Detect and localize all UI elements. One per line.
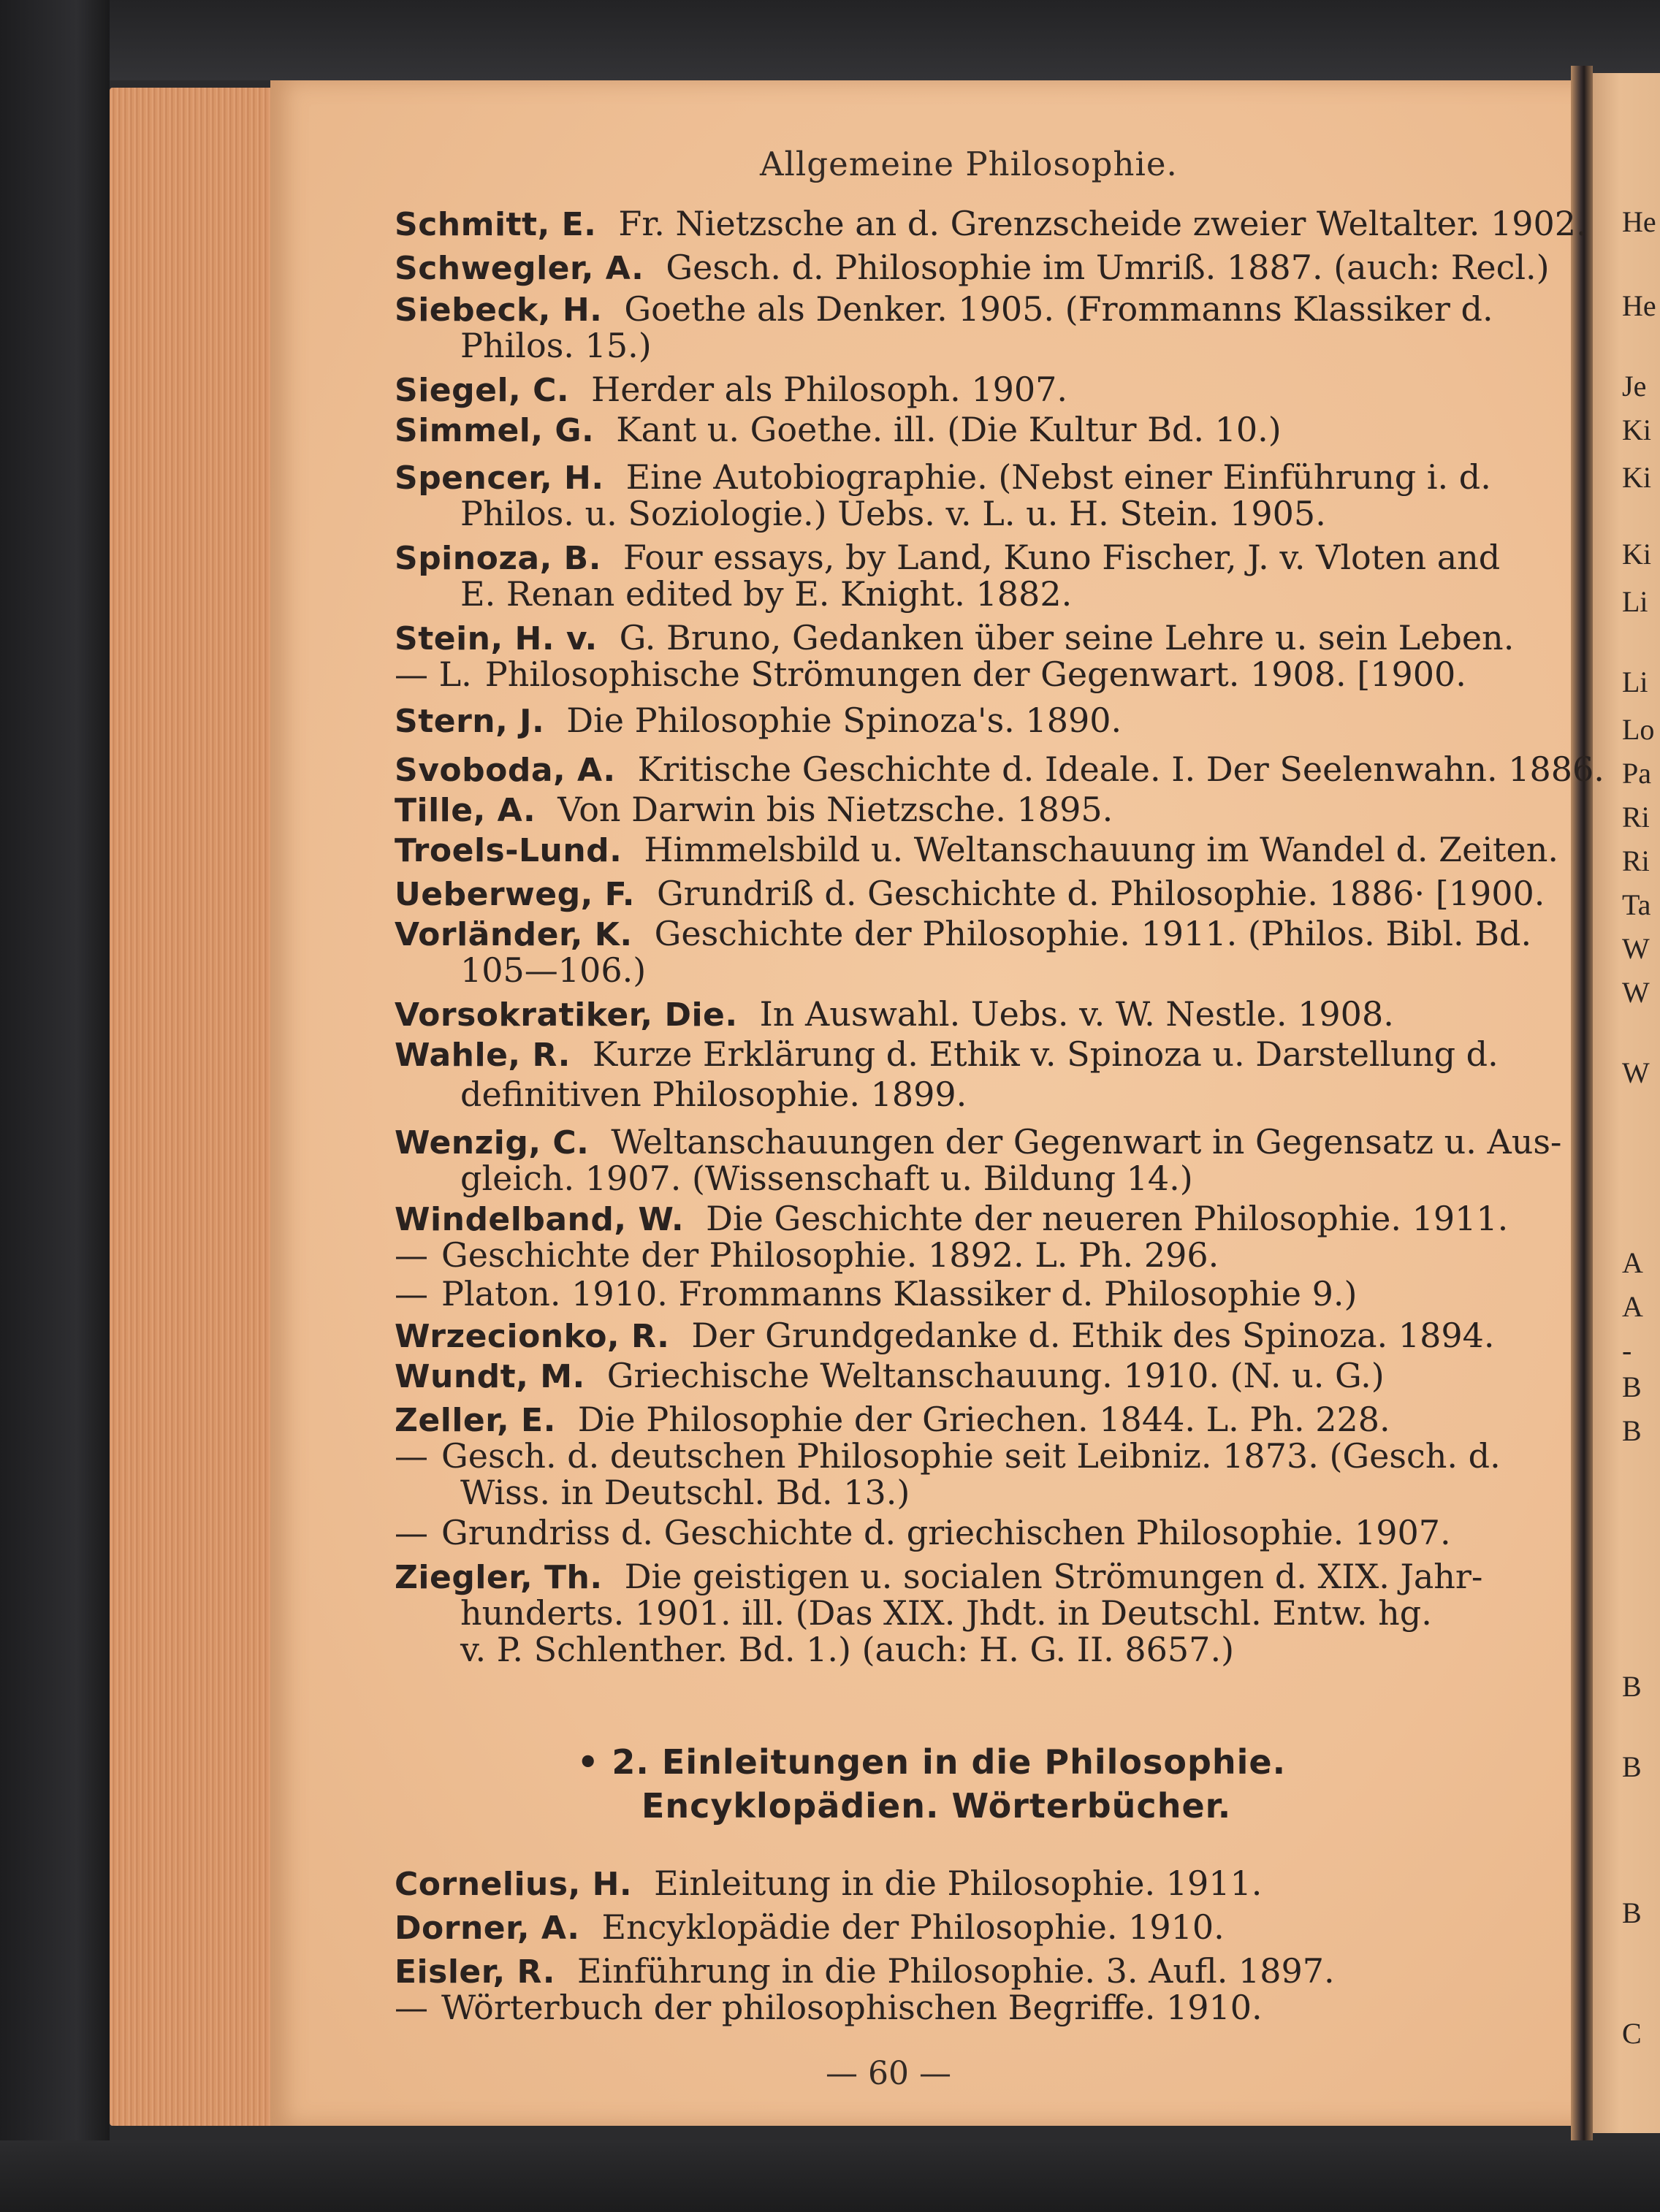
facing-page-edge	[1593, 73, 1660, 2133]
entry-author: Dorner, A.	[395, 1910, 580, 1947]
entry-continuation: Philos. u. Soziologie.) Uebs. v. L. u. H. Stein. 1905.	[460, 494, 1326, 533]
book-cover-bottom	[0, 2140, 1660, 2212]
bibliography-entry	[460, 1630, 1235, 1669]
bibliography-entry	[395, 1951, 1335, 1991]
facing-page-text-fragment: B	[1622, 1670, 1642, 1703]
entry-title: Die geistigen u. socialen Strömungen d. XIX. Jahr-	[624, 1557, 1483, 1596]
entry-author: Simmel, G.	[395, 412, 595, 449]
bibliography-entry	[395, 289, 1493, 329]
entry-title: Der Grundgedanke d. Ethik des Spinoza. 1894.	[691, 1316, 1495, 1355]
entry-continuation: hunderts. 1901. ill. (Das XIX. Jhdt. in Deutschl. Entw. hg.	[460, 1593, 1432, 1633]
bibliography-entry	[460, 1473, 910, 1512]
entry-ditto-dash: —	[395, 1988, 428, 2027]
entry-author: Vorländer, K.	[395, 916, 633, 953]
bibliography-entry	[395, 994, 1394, 1034]
entry-title: Grundriß d. Geschichte d. Philosophie. 1886· [1900.	[656, 874, 1545, 913]
entry-title: Kant u. Goethe. ill. (Die Kultur Bd. 10.)	[616, 410, 1282, 449]
bibliography-entry	[395, 1436, 1501, 1476]
entry-continuation: gleich. 1907. (Wissenschaft u. Bildung 14.)	[460, 1159, 1193, 1198]
entry-author: Windelband, W.	[395, 1201, 685, 1238]
entry-author: Wahle, R.	[395, 1037, 571, 1074]
facing-page-text-fragment: Li	[1622, 585, 1648, 618]
bibliography-entry	[395, 830, 1559, 869]
entry-ditto-dash: —	[395, 1436, 428, 1476]
bibliography-entry	[395, 1400, 1390, 1439]
entry-title: Grundriss d. Geschichte d. griechischen Philosophie. 1907.	[441, 1513, 1451, 1552]
entry-author: Schwegler, A.	[395, 250, 644, 287]
entry-author: Tille, A.	[395, 792, 536, 829]
entry-title: Kritische Geschichte d. Ideale. I. Der Seelenwahn. 1886.	[637, 750, 1604, 789]
facing-page-text-fragment: W	[1622, 1056, 1650, 1089]
entry-author: Spinoza, B.	[395, 540, 601, 577]
entry-title: G. Bruno, Gedanken über seine Lehre u. sein Leben.	[619, 618, 1515, 657]
facing-page-text-fragment: Je	[1622, 370, 1647, 403]
facing-page-text-fragment: He	[1622, 205, 1656, 238]
bibliography-entry	[395, 457, 1491, 497]
entry-continuation: 105—106.)	[460, 950, 647, 990]
bibliography-entry	[460, 494, 1326, 533]
entry-author: Wenzig, C.	[395, 1124, 590, 1162]
bibliography-entry	[395, 790, 1113, 829]
entry-title: Kurze Erklärung d. Ethik v. Spinoza u. Darstellung d.	[592, 1034, 1499, 1074]
entry-title: Platon. 1910. Frommanns Klassiker d. Philosophie 9.)	[441, 1274, 1358, 1313]
bibliography-entry	[460, 1075, 967, 1114]
entry-title: Goethe als Denker. 1905. (Frommanns Klassiker d.	[624, 289, 1493, 329]
entry-continuation: v. P. Schlenther. Bd. 1.) (auch: H. G. II. 8657.)	[460, 1630, 1235, 1669]
entry-title: Die Philosophie der Griechen. 1844. L. Ph. 228.	[577, 1400, 1390, 1439]
entry-author: Stein, H. v.	[395, 620, 598, 657]
facing-page-text-fragment: Ta	[1622, 888, 1651, 921]
bibliography-entry	[395, 914, 1532, 953]
entry-author: Spencer, H.	[395, 459, 604, 497]
facing-page-text-fragment: Pa	[1622, 757, 1651, 790]
page-edges	[110, 88, 270, 2126]
bibliography-entry	[395, 410, 1282, 449]
facing-page-text-fragment: Li	[1622, 665, 1648, 698]
bibliography-entry	[395, 1907, 1225, 1947]
book-cover-top	[0, 0, 1660, 80]
entry-title: Gesch. d. deutschen Philosophie seit Leibniz. 1873. (Gesch. d.	[441, 1436, 1501, 1476]
entry-author: Stern, J.	[395, 703, 545, 740]
entry-title: Weltanschauungen der Gegenwart in Gegensatz u. Aus-	[611, 1122, 1562, 1162]
bibliography-entry	[395, 1274, 1358, 1313]
entry-title: Einleitung in die Philosophie. 1911.	[654, 1864, 1263, 1903]
entry-author: Schmitt, E.	[395, 206, 597, 243]
facing-page-text-fragment: Ri	[1622, 844, 1650, 877]
entry-continuation: Wiss. in Deutschl. Bd. 13.)	[460, 1473, 910, 1512]
bibliography-entry	[460, 1593, 1432, 1633]
facing-page-text-fragment: Ki	[1622, 461, 1651, 494]
bibliography-entry	[395, 1356, 1385, 1395]
bibliography-entry	[395, 1513, 1451, 1552]
entry-continuation: definitiven Philosophie. 1899.	[460, 1075, 967, 1114]
entry-title: Griechische Weltanschauung. 1910. (N. u. G.)	[606, 1356, 1385, 1395]
facing-page-text-fragment: Lo	[1622, 713, 1655, 746]
facing-page-text-fragment: W	[1622, 932, 1650, 965]
bibliography-entry	[395, 1122, 1562, 1162]
entry-title: Von Darwin bis Nietzsche. 1895.	[557, 790, 1113, 829]
entry-author: Siegel, C.	[395, 372, 570, 409]
facing-page-text-fragment: A	[1622, 1290, 1643, 1323]
entry-author: Cornelius, H.	[395, 1866, 633, 1903]
entry-author: Ueberweg, F.	[395, 876, 635, 913]
entry-author: Eisler, R.	[395, 1953, 555, 1991]
facing-page-text-fragment: B	[1622, 1370, 1642, 1403]
entry-title: Four essays, by Land, Kuno Fischer, J. v. Vloten and	[622, 538, 1501, 577]
entry-title: Eine Autobiographie. (Nebst einer Einführung i. d.	[625, 457, 1491, 497]
bibliography-entry	[395, 370, 1068, 409]
section-heading-line2: Encyklopädien. Wörterbücher.	[641, 1786, 1232, 1826]
facing-page-text-fragment: A	[1622, 1246, 1643, 1279]
entry-author: Wundt, M.	[395, 1358, 585, 1395]
facing-page-text-fragment: B	[1622, 1896, 1642, 1929]
book-gutter	[1571, 66, 1593, 2140]
facing-page-text-fragment: Ri	[1622, 801, 1650, 834]
entry-title: Encyklopädie der Philosophie. 1910.	[601, 1907, 1225, 1947]
entry-title: Geschichte der Philosophie. 1892. L. Ph. 296.	[441, 1235, 1219, 1275]
facing-page-text-fragment: Ki	[1622, 413, 1651, 446]
entry-ditto-dash: —	[395, 1235, 428, 1275]
entry-author: Wrzecionko, R.	[395, 1318, 670, 1355]
entry-title: Fr. Nietzsche an d. Grenzscheide zweier Weltalter. 1902.	[618, 204, 1587, 243]
entry-author: Svoboda, A.	[395, 752, 616, 789]
facing-page-text-fragment: Ki	[1622, 538, 1651, 571]
bibliography-entry	[395, 752, 1604, 787]
entry-author: Troels-Lund.	[395, 832, 622, 869]
entry-author: Ziegler, Th.	[395, 1559, 603, 1596]
entry-ditto-dash: — L.	[395, 655, 472, 694]
page-number: — 60 —	[826, 2055, 951, 2092]
entry-title: Die Geschichte der neueren Philosophie. 1911.	[706, 1199, 1509, 1238]
entry-title: Herder als Philosoph. 1907.	[591, 370, 1068, 409]
entry-title: Die Philosophie Spinoza's. 1890.	[566, 701, 1122, 740]
facing-page-text-fragment: C	[1622, 2017, 1642, 2050]
entry-title: Wörterbuch der philosophischen Begriffe. 1910.	[441, 1988, 1263, 2027]
bibliography-entry	[395, 1235, 1219, 1275]
facing-page-text-fragment: B	[1622, 1414, 1642, 1447]
running-header: Allgemeine Philosophie.	[760, 145, 1178, 183]
entry-ditto-dash: —	[395, 1274, 428, 1313]
section-heading-line1: • 2. Einleitungen in die Philosophie.	[577, 1742, 1287, 1782]
entry-title: In Auswahl. Uebs. v. W. Nestle. 1908.	[759, 994, 1394, 1034]
bibliography-entry	[395, 1199, 1509, 1238]
bibliography-entry	[395, 1557, 1483, 1596]
bibliography-entry	[395, 204, 1587, 243]
bibliography-entry	[395, 655, 1466, 694]
bibliography-entry	[395, 1034, 1499, 1074]
entry-author: Zeller, E.	[395, 1402, 556, 1439]
facing-page-text-fragment: He	[1622, 289, 1656, 322]
entry-ditto-dash: —	[395, 1513, 428, 1552]
entry-title: Gesch. d. Philosophie im Umriß. 1887. (auch: Recl.)	[666, 248, 1550, 287]
entry-title: Einführung in die Philosophie. 3. Aufl. 1897.	[576, 1951, 1335, 1991]
entry-title: Himmelsbild u. Weltanschauung im Wandel d. Zeiten.	[644, 830, 1559, 869]
bibliography-entry	[460, 1159, 1193, 1198]
bibliography-entry	[460, 950, 647, 990]
bibliography-entry	[395, 874, 1545, 913]
book-cover-left	[0, 0, 110, 2212]
entry-author: Vorsokratiker, Die.	[395, 996, 738, 1034]
entry-author: Siebeck, H.	[395, 291, 603, 329]
entry-continuation: Philos. 15.)	[460, 326, 652, 365]
facing-page-text-fragment: B	[1622, 1750, 1642, 1783]
entry-continuation: E. Renan edited by E. Knight. 1882.	[460, 574, 1073, 614]
bibliography-entry	[395, 538, 1501, 577]
bibliography-entry	[460, 574, 1073, 614]
bibliography-entry	[395, 1988, 1263, 2027]
bibliography-entry	[395, 703, 1122, 738]
bibliography-entry	[395, 1866, 1262, 1901]
facing-page-text-fragment: -	[1622, 1334, 1632, 1367]
facing-page-text-fragment: W	[1622, 976, 1650, 1009]
bibliography-entry	[395, 248, 1550, 287]
bibliography-entry	[395, 1316, 1495, 1355]
bibliography-entry	[395, 618, 1515, 657]
entry-title: Geschichte der Philosophie. 1911. (Philos. Bibl. Bd.	[654, 914, 1532, 953]
bibliography-entry	[460, 326, 652, 365]
entry-title: Philosophische Strömungen der Gegenwart. 1908. [1900.	[484, 655, 1466, 694]
